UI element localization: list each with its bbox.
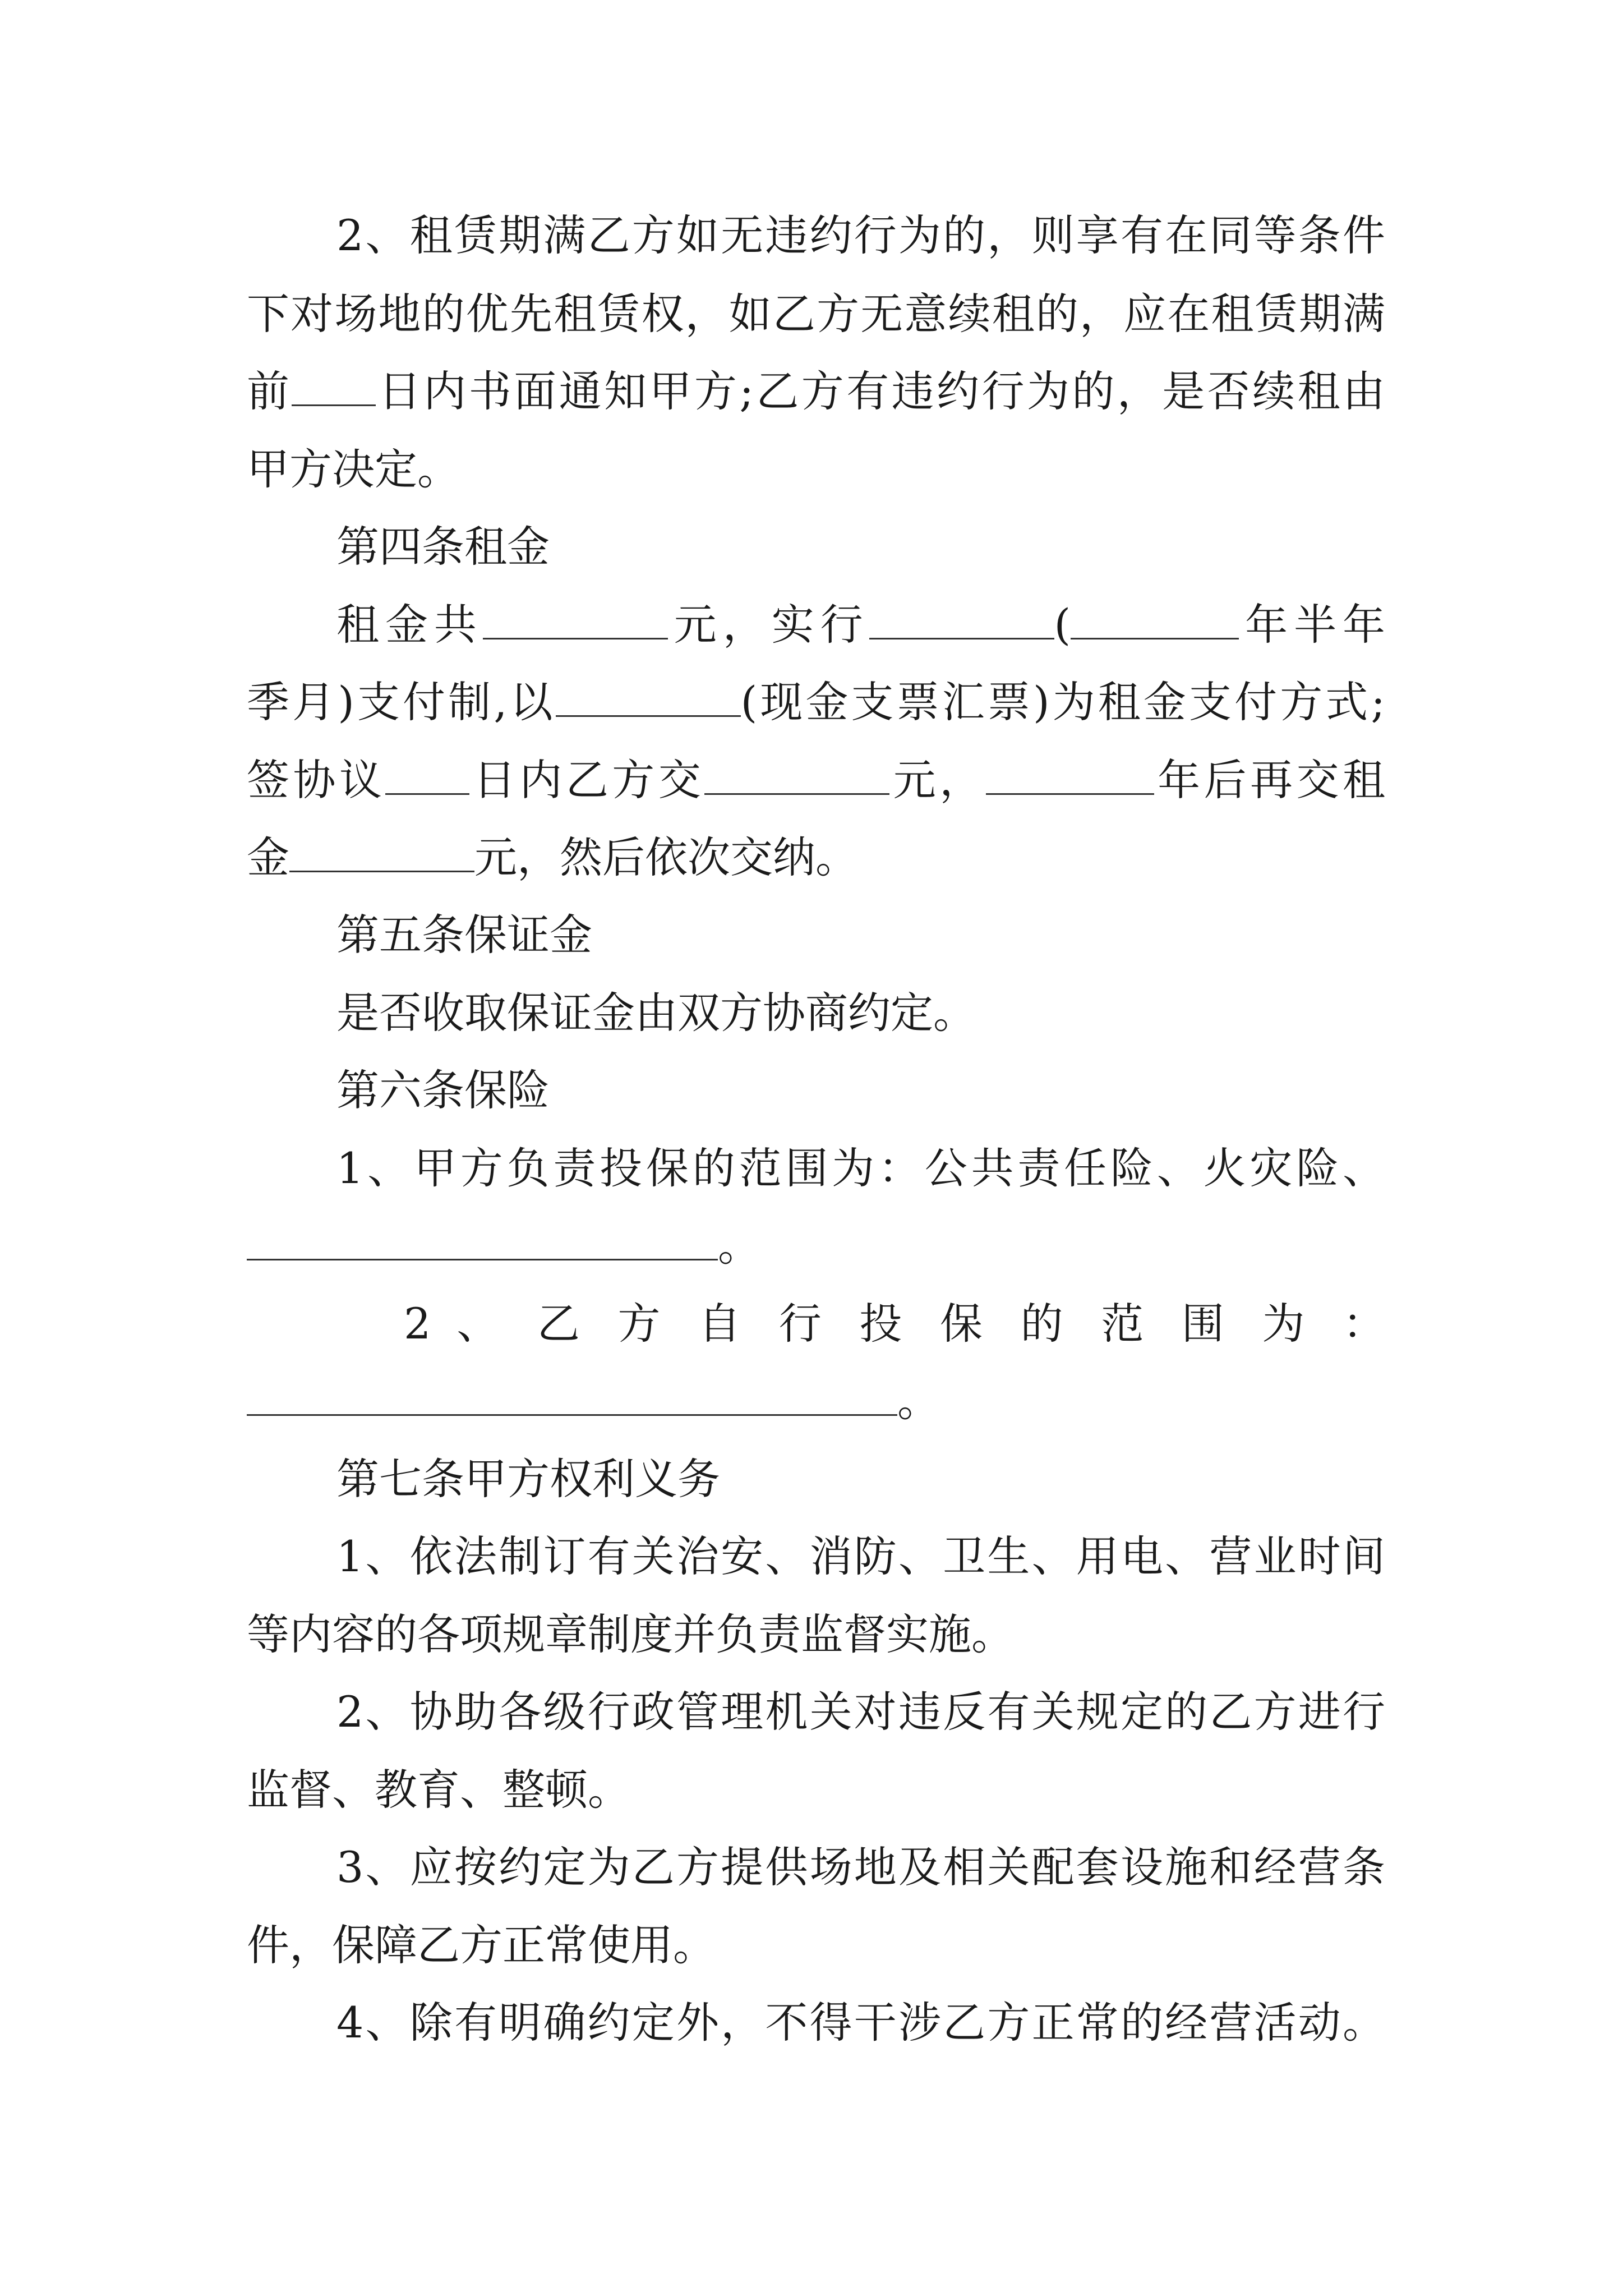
section-heading: 第六条保险 [336, 1065, 550, 1115]
text-line: 2、租赁期满乙方如无违约行为的，则享有在同等条件 [336, 210, 1385, 260]
fill-in-blank[interactable] [289, 832, 474, 872]
fill-in-blank[interactable] [247, 1376, 897, 1416]
text-line: 。 [247, 1218, 1385, 1274]
text-line: 1、依法制订有关治安、消防、卫生、用电、营业时间 [336, 1531, 1385, 1581]
fill-in-blank[interactable] [483, 600, 668, 639]
fill-in-blank[interactable] [986, 755, 1154, 795]
text-line: 是否收取保证金由双方协商约定。 [336, 988, 976, 1038]
fill-in-blank[interactable] [704, 755, 889, 795]
section-heading: 第四条租金 [336, 522, 550, 572]
text-line: 。 [247, 1373, 1385, 1429]
text-line: 1、甲方负责投保的范围为：公共责任险、火灾险、 [336, 1143, 1385, 1193]
text-line: 2 、 乙 方 自 行 投 保 的 范 围 为 ： [404, 1299, 1385, 1349]
section-heading: 第七条甲方权利义务 [336, 1454, 720, 1504]
text-line: 监督、教育、整顿。 [247, 1765, 630, 1815]
text-line: 季月)支付制,以 (现金支票汇票)为租金支付方式; [247, 677, 1385, 727]
text-line: 2、协助各级行政管理机关对违反有关规定的乙方进行 [336, 1687, 1385, 1737]
text-line: 签协议 日内乙方交 元， 年后再交租 [247, 755, 1385, 805]
text-line: 下对场地的优先租赁权，如乙方无意续租的，应在租赁期满 [247, 289, 1385, 339]
fill-in-blank[interactable] [556, 677, 741, 717]
text-line: 甲方决定。 [247, 444, 460, 494]
text-line: 租金共 元，实行 ( 年半年 [336, 600, 1385, 650]
fill-in-blank[interactable] [869, 600, 1054, 639]
text-line: 件，保障乙方正常使用。 [247, 1920, 716, 1970]
section-heading: 第五条保证金 [336, 910, 592, 960]
fill-in-blank[interactable] [247, 1221, 718, 1260]
text-line: 前 日内书面通知甲方;乙方有违约行为的，是否续租由 [247, 366, 1385, 416]
text-line: 3、应按约定为乙方提供场地及相关配套设施和经营条 [336, 1842, 1385, 1892]
text-line: 金 元，然后依次交纳。 [247, 832, 858, 882]
fill-in-blank[interactable] [385, 755, 469, 795]
fill-in-blank[interactable] [1071, 600, 1239, 639]
fill-in-blank[interactable] [292, 366, 376, 406]
text-line: 等内容的各项规章制度并负责监督实施。 [247, 1609, 1014, 1659]
text-line: 4、除有明确约定外，不得干涉乙方正常的经营活动。 [336, 1998, 1385, 2047]
